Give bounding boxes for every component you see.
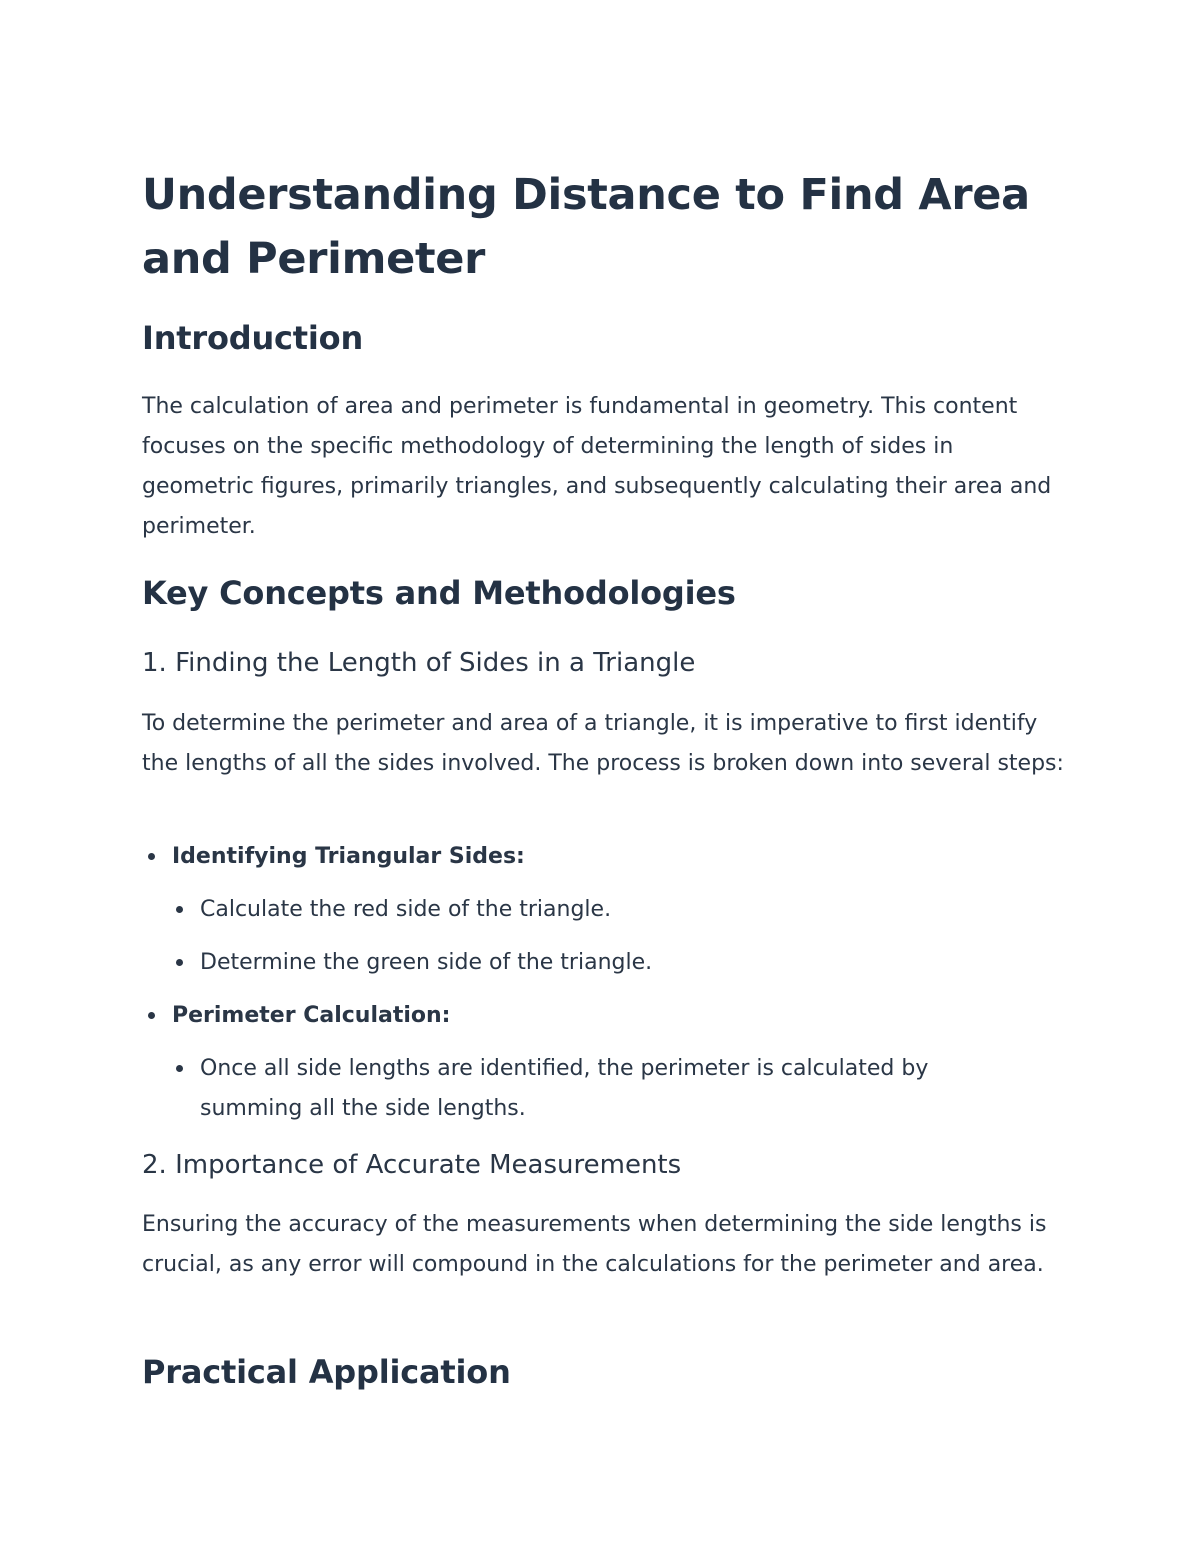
list-subitem <box>200 890 1060 930</box>
key-concepts-heading: Key Concepts and Methodologies <box>142 574 736 612</box>
subsection-1-paragraph: To determine the perimeter and area of a triangle, it is imperative to first identify the lengths of all the sides involved. The process is broken down into several steps: <box>142 711 1064 776</box>
list-item <box>172 837 1072 877</box>
list-subitem <box>200 1049 1020 1129</box>
list-subitem-text: Once all side lengths are identified, the perimeter is calculated by summing all the side lengths. <box>200 1056 929 1121</box>
list-subitem-text: Determine the green side of the triangle. <box>200 950 653 975</box>
bullet-icon <box>176 906 183 913</box>
introduction-heading: Introduction <box>142 319 364 357</box>
list-item-label: Identifying Triangular Sides: <box>172 844 525 869</box>
list-item-label: Perimeter Calculation: <box>172 1003 451 1028</box>
document-title: Understanding Distance to Find Area and Perimeter <box>142 170 1030 284</box>
subsection-1-heading: 1. Finding the Length of Sides in a Triangle <box>142 648 696 678</box>
bullet-icon <box>148 853 155 860</box>
practical-application-heading: Practical Application <box>142 1353 511 1391</box>
bullet-icon <box>176 1065 183 1072</box>
bullet-icon <box>176 959 183 966</box>
subsection-2-heading: 2. Importance of Accurate Measurements <box>142 1150 682 1180</box>
list-subitem <box>200 943 1060 983</box>
bullet-icon <box>148 1012 155 1019</box>
list-subitem-text: Calculate the red side of the triangle. <box>200 897 612 922</box>
introduction-paragraph: The calculation of area and perimeter is fundamental in geometry. This content focuses on the specific methodology of determining the length of sides in geometric figures, primarily triangles, and subsequently calculating their area and perimeter. <box>142 394 1052 539</box>
list-item <box>172 996 1072 1036</box>
subsection-2-paragraph: Ensuring the accuracy of the measurements when determining the side lengths is crucial, as any error will compound in the calculations for the perimeter and area. <box>142 1212 1047 1277</box>
